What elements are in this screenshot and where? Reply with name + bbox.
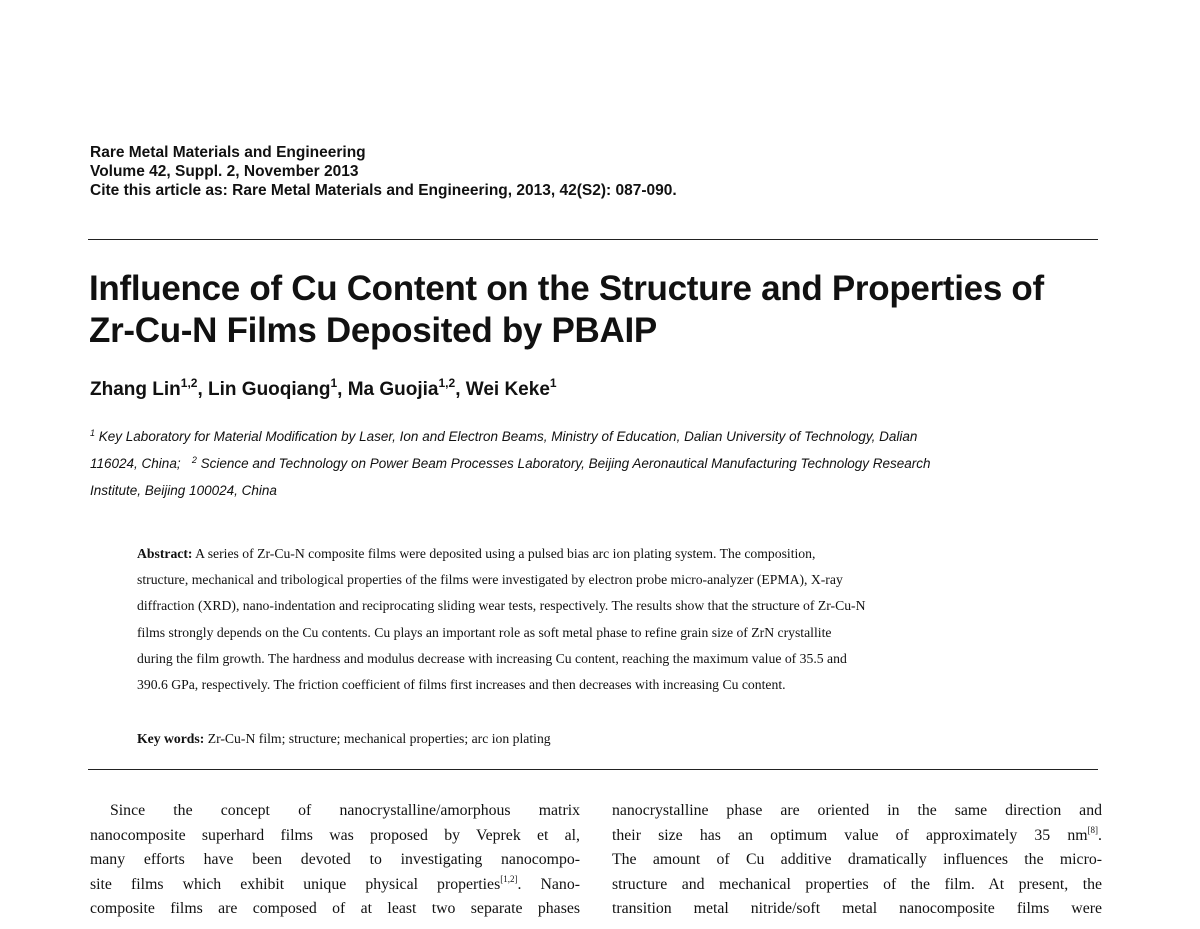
affiliation-line <box>90 477 1102 504</box>
abstract <box>137 541 1067 698</box>
body-line: nanocomposite superhard films was proposed by Veprek et al, <box>90 826 580 844</box>
author-name: Zhang Lin <box>90 379 181 400</box>
abstract-line: films strongly depends on the Cu contents. Cu plays an important role as soft metal phase to refine grain size of ZrN crystallite <box>137 624 832 640</box>
body-line <box>90 873 580 898</box>
citation-ref: [1,2] <box>500 873 518 884</box>
author-separator: , <box>337 379 348 400</box>
citation-ref: [8] <box>1087 824 1099 835</box>
author-affiliation-mark: 1 <box>549 376 557 390</box>
body-line: The amount of Cu additive dramatically influences the micro- <box>612 851 1102 868</box>
author-name: Lin Guoqiang <box>208 379 331 400</box>
affiliations <box>90 423 1102 504</box>
author-affiliation-mark: 1 <box>330 376 338 390</box>
author-separator: , <box>455 379 466 400</box>
journal-name: Rare Metal Materials and Engineering <box>90 144 366 161</box>
body-text: site films which exhibit unique physical properties <box>90 875 501 893</box>
journal-volume: Volume 42, Suppl. 2, November 2013 <box>90 163 359 180</box>
author-name: Ma Guojia <box>347 379 439 400</box>
body-line: structure and mechanical properties of the film. At present, the <box>612 875 1102 893</box>
affiliation-line <box>90 450 1102 477</box>
abstract-line: diffraction (XRD), nano-indentation and reciprocating sliding wear tests, respectively. The results show that the structure of Zr-Cu-N <box>137 598 866 614</box>
article-title <box>89 268 1109 352</box>
abstract-line: during the film growth. The hardness and modulus decrease with increasing Cu content, reaching the maximum value of 35.5 and <box>137 650 847 666</box>
keywords-text: Zr-Cu-N film; structure; mechanical properties; arc ion plating <box>207 731 551 746</box>
author-name: Wei Keke <box>465 379 550 400</box>
body-line: nanocrystalline phase are oriented in the same direction and <box>612 802 1102 819</box>
abstract-line: 390.6 GPa, respectively. The friction coefficient of films first increases and then decreases with increasing Cu content. <box>137 677 786 693</box>
author-list <box>90 377 557 403</box>
body-text: their size has an optimum value of approximately 35 nm <box>612 826 1088 844</box>
affiliation-text: 116024, China; <box>90 456 181 471</box>
journal-header <box>90 143 677 200</box>
keywords-label: Key words: <box>137 731 205 746</box>
body-line: Since the concept of nanocrystalline/amorphous matrix <box>110 802 580 819</box>
affiliation-line <box>90 423 1102 450</box>
affiliation-mark: 1 <box>90 428 96 438</box>
journal-citation: Cite this article as: Rare Metal Materials and Engineering, 2013, 42(S2): 087-090. <box>90 182 677 199</box>
keywords <box>137 728 551 750</box>
abstract-text: A series of Zr-Cu-N composite films were deposited using a pulsed bias arc ion plating system. The composition, <box>195 546 816 561</box>
abstract-line: structure, mechanical and tribological properties of the films were investigated by electron probe micro-analyzer (EPMA), X-ray <box>137 572 843 588</box>
affiliation-text: Institute, Beijing 100024, China <box>90 483 277 498</box>
author-separator: , <box>197 379 209 400</box>
body-line <box>612 824 1102 849</box>
author-affiliation-mark: 1,2 <box>180 376 198 390</box>
affiliation-mark: 2 <box>191 455 197 465</box>
top-divider <box>88 239 1098 240</box>
affiliation-text: Key Laboratory for Material Modification by Laser, Ion and Electron Beams, Ministry of Education, Dalian University of Technology, Dalian <box>98 429 918 444</box>
author-affiliation-mark: 1,2 <box>438 376 456 390</box>
body-column-right <box>612 799 1102 922</box>
title-line-2: Zr-Cu-N Films Deposited by PBAIP <box>89 311 657 350</box>
body-line: composite films are composed of at least two separate phases <box>90 900 580 917</box>
abstract-line <box>137 541 1067 567</box>
body-line: transition metal nitride/soft metal nanocomposite films were <box>612 900 1102 917</box>
abstract-label: Abstract: <box>137 546 193 561</box>
body-column-left <box>90 799 580 922</box>
bottom-divider <box>88 769 1098 770</box>
body-line: many efforts have been devoted to investigating nanocompo- <box>90 851 580 868</box>
body-text: . Nano- <box>517 875 580 893</box>
body-text: . <box>1098 826 1102 844</box>
affiliation-text: Science and Technology on Power Beam Processes Laboratory, Beijing Aeronautical Manufacturing Technology Research <box>200 456 931 471</box>
title-line-1: Influence of Cu Content on the Structure and Properties of <box>89 269 1044 308</box>
